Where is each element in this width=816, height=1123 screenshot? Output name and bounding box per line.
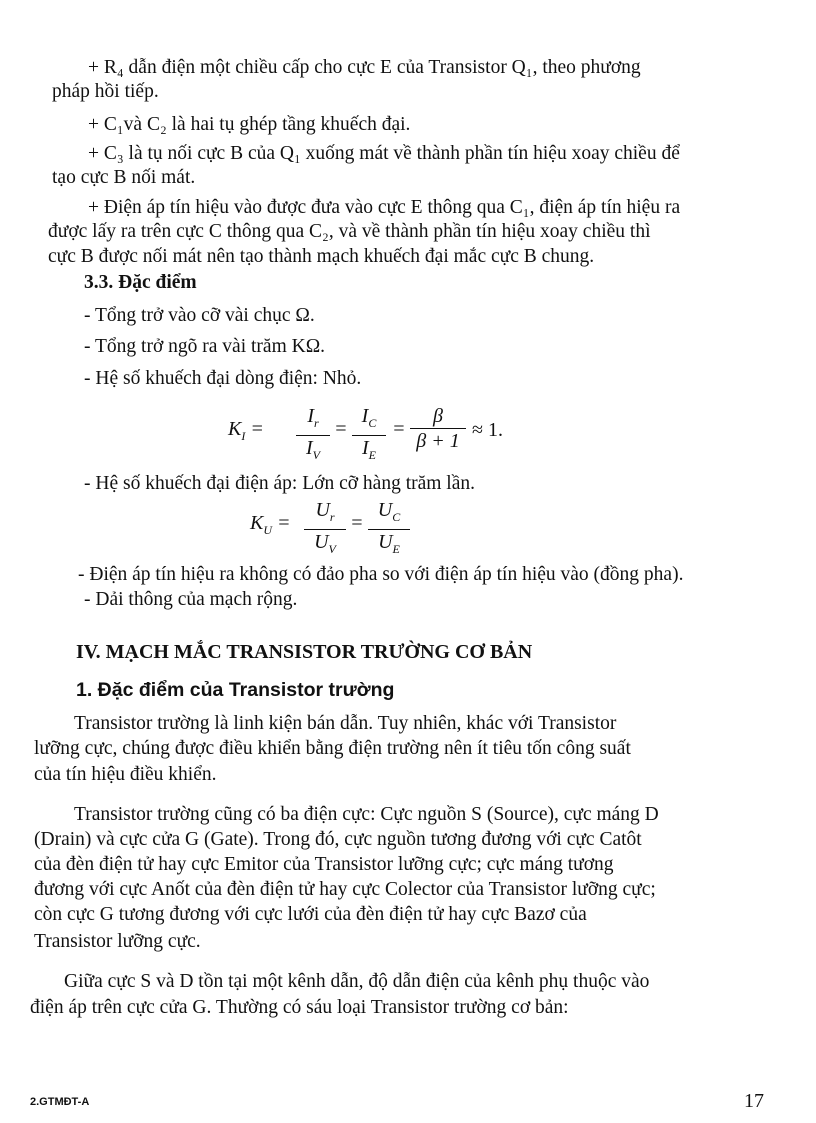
- fraction-beta: $\frac{\beta}{\beta + 1}$: [410, 404, 466, 453]
- chapter-title: IV. MẠCH MẮC TRANSISTOR TRƯỜNG CƠ BẢN: [76, 641, 533, 663]
- paragraph-line: Transistor lưỡng cực.: [34, 931, 201, 952]
- paragraph-line: đương với cực Anốt của đèn điện tử hay cực Colector của Transistor lưỡng cực;: [34, 879, 656, 900]
- list-item: - Tổng trở vào cỡ vài chục Ω.: [84, 305, 315, 326]
- text-line: cực B được nối mát nên tạo thành mạch khuếch đại mắc cực B chung.: [48, 246, 595, 267]
- paragraph-line: điện áp trên cực cửa G. Thường có sáu loại Transistor trường cơ bản:: [30, 997, 569, 1018]
- paragraph-line: Transistor trường cũng có ba điện cực: Cực nguồn S (Source), cực máng D: [74, 804, 659, 825]
- text-line: + Điện áp tín hiệu vào được đưa vào cực E thông qua C₁, điện áp tín hiệu ra: [88, 197, 681, 218]
- text-line: + C₁và C₂ là hai tụ ghép tầng khuếch đại.: [88, 114, 411, 135]
- fraction-ic-ie: $\frac{I_C}{I_E}$: [352, 404, 386, 467]
- fraction-ur-uv: $\frac{U_r}{U_V}$: [304, 498, 346, 561]
- page-number: 17: [744, 1090, 764, 1112]
- fraction-ir-iv: $\frac{I_r}{I_V}$: [296, 404, 330, 467]
- formula-lhs: K: [228, 418, 242, 440]
- paragraph-line: của tín hiệu điều khiển.: [34, 764, 217, 785]
- list-item: - Dải thông của mạch rộng.: [84, 589, 298, 610]
- section-heading: 3.3. Đặc điểm: [84, 272, 197, 293]
- list-item: - Tổng trở ngõ ra vài trăm KΩ.: [84, 336, 326, 357]
- paragraph-line: của đèn điện tử hay cực Emitor của Transistor lưỡng cực; cực máng tương: [34, 854, 614, 875]
- paragraph-line: (Drain) và cực cửa G (Gate). Trong đó, cực nguồn tương đương với cực Catôt: [34, 829, 642, 850]
- formula-approx: ≈ 1.: [472, 419, 503, 441]
- text-line: pháp hồi tiếp.: [52, 81, 159, 102]
- text-line: + C₃ là tụ nối cực B của Q₁ xuống mát về thành phần tín hiệu xoay chiều để: [88, 143, 680, 164]
- footer-code: 2.GTMĐT-A: [30, 1096, 90, 1108]
- paragraph-line: Giữa cực S và D tồn tại một kênh dẫn, độ dẫn điện của kênh phụ thuộc vào: [64, 971, 650, 992]
- list-item: - Điện áp tín hiệu ra không có đảo pha so với điện áp tín hiệu vào (đồng pha).: [78, 564, 684, 585]
- paragraph-line: Transistor trường là linh kiện bán dẫn. Tuy nhiên, khác với Transistor: [74, 713, 617, 734]
- list-item: - Hệ số khuếch đại dòng điện: Nhỏ.: [84, 368, 362, 389]
- subsection-title: 1. Đặc điểm của Transistor trường: [76, 679, 395, 701]
- formula-lhs-sub: I: [241, 429, 246, 443]
- text-line: + R₄ dẫn điện một chiều cấp cho cực E của Transistor Q₁, theo phương: [88, 57, 641, 78]
- paragraph-line: còn cực G tương đương với cực lưới của đèn điện tử hay cực Bazơ của: [34, 904, 587, 925]
- fraction-uc-ue: $\frac{U_C}{U_E}$: [368, 498, 410, 561]
- list-item: - Hệ số khuếch đại điện áp: Lớn cỡ hàng trăm lần.: [84, 473, 475, 494]
- paragraph-line: lưỡng cực, chúng được điều khiển bằng điện trường nên ít tiêu tốn công suất: [34, 738, 631, 759]
- text-line: tạo cực B nối mát.: [52, 167, 196, 188]
- text-line: được lấy ra trên cực C thông qua C₂, và về thành phần tín hiệu xoay chiều thì: [48, 221, 651, 242]
